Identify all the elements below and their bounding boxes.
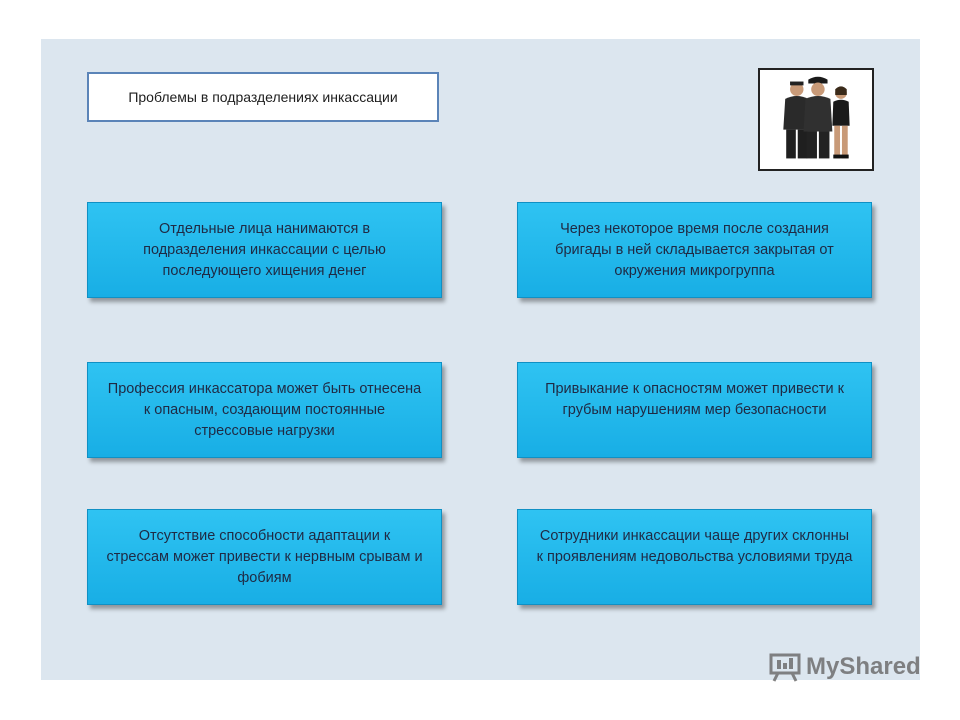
problem-card-4: [517, 362, 872, 458]
presentation-board-icon: [768, 652, 802, 682]
watermark-text: MyShared: [806, 653, 921, 680]
problem-card-5: [87, 509, 442, 605]
problem-card-text: Через некоторое время после создания бригады в ней складывается закрытая от окружения микрогруппа: [555, 221, 834, 279]
problem-card-text: Профессия инкассатора может быть отнесена к опасным, создающим постоянные стрессовые нагрузки: [107, 381, 422, 439]
security-guards-photo-icon: [760, 70, 872, 169]
problem-card-2: [517, 202, 872, 298]
problem-card-text: Отдельные лица нанимаются в подразделения инкассации с целью последующего хищения денег: [143, 221, 386, 279]
guards-photo: [758, 68, 874, 171]
slide-title-box: [87, 72, 439, 122]
problem-card-text: Отсутствие способности адаптации к стрессам может привести к нервным срывам и фобиям: [106, 528, 423, 586]
problem-card-1: [87, 202, 442, 298]
problem-card-6: [517, 509, 872, 605]
slide-title: Проблемы в подразделениях инкассации: [128, 89, 398, 105]
myshared-watermark: [768, 652, 921, 682]
problem-card-3: [87, 362, 442, 458]
problem-card-text: Сотрудники инкассации чаще других склонны к проявлениям недовольства условиями труда: [536, 528, 853, 565]
problem-card-text: Привыкание к опасностям может привести к грубым нарушениям мер безопасности: [545, 381, 844, 418]
